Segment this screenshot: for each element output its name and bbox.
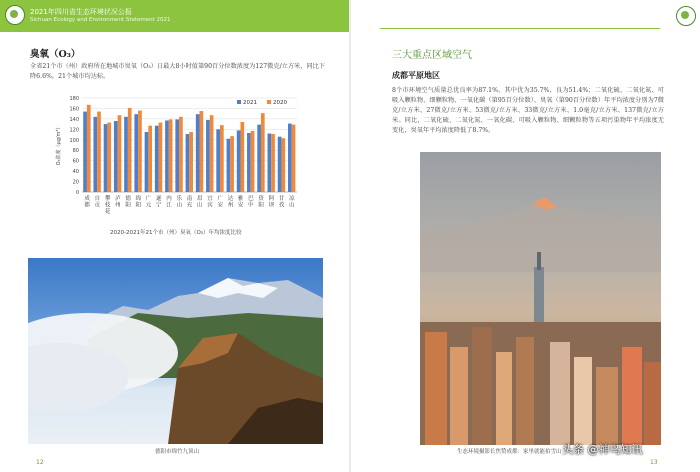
x-tick-label: 宁	[156, 202, 162, 209]
bar-2020	[261, 113, 265, 192]
x-tick-label: 阳	[258, 202, 264, 209]
y-tick-label: 80	[72, 148, 79, 155]
bar-2021	[83, 112, 87, 192]
x-tick-label: 安	[217, 202, 223, 209]
x-tick-label: 绵	[135, 196, 142, 202]
legend-label: 2020	[273, 100, 287, 106]
section-title-ozone: 臭氧（O₃）	[30, 49, 81, 60]
x-tick-label: 阿	[268, 196, 275, 202]
bar-2020	[87, 105, 91, 192]
page-number-right: 13	[650, 459, 658, 466]
bar-2021	[93, 117, 97, 192]
x-tick-label: 州	[227, 202, 234, 209]
bar-2021	[124, 117, 128, 192]
header-subtitle: Sichuan Ecology and Environment Statement 2021	[30, 17, 171, 23]
y-axis-label: O₃浓度（μg/m³）	[56, 124, 62, 166]
bar-2021	[278, 137, 282, 192]
x-tick-label: 乐	[176, 196, 183, 202]
y-tick-label: 140	[69, 116, 79, 123]
bar-2020	[138, 111, 142, 192]
header-rule	[380, 28, 660, 29]
city-skyline-image	[420, 152, 661, 445]
bar-2021	[175, 119, 179, 192]
bar-2020	[179, 117, 183, 192]
y-tick-label: 120	[69, 127, 79, 134]
page-number-left: 12	[36, 459, 44, 466]
x-tick-label: 州	[115, 202, 121, 209]
x-tick-label: 资	[258, 196, 264, 202]
x-tick-label: 孜	[278, 202, 285, 209]
x-tick-label: 广	[145, 196, 152, 202]
x-tick-label: 贡	[94, 202, 101, 209]
bar-2021	[268, 134, 272, 192]
x-tick-label: 遂	[156, 196, 162, 202]
bar-2020	[240, 122, 244, 192]
header-bar	[0, 0, 350, 32]
bar-2021	[186, 134, 190, 192]
bar-2021	[227, 139, 231, 192]
photo-caption-right: 生态环境摄影长焦赞成都：家里就能拍雪山	[457, 449, 562, 455]
bar-2020	[230, 136, 234, 192]
subsection-title: 成都平原地区	[392, 70, 440, 80]
legend-label: 2021	[243, 100, 257, 106]
x-tick-label: 元	[145, 202, 152, 209]
x-tick-label: 巴	[248, 196, 254, 202]
mountain-landscape-image	[28, 258, 323, 444]
x-tick-label: 宜	[207, 196, 213, 202]
x-tick-label: 攀	[104, 196, 111, 202]
x-tick-label: 南	[186, 196, 193, 202]
bar-2021	[114, 121, 118, 192]
bar-2020	[128, 108, 132, 192]
legend-swatch	[267, 100, 271, 104]
legend-swatch	[237, 100, 241, 104]
bar-2020	[292, 125, 296, 192]
ozone-bar-chart	[52, 92, 302, 232]
y-tick-label: 100	[69, 137, 79, 144]
x-tick-label: 山	[289, 202, 295, 209]
city-photo	[420, 152, 661, 445]
x-tick-label: 达	[227, 196, 234, 202]
regions-paragraph: 8个市环境空气质量总优良率为87.1%，其中优为35.7%，良为51.4%；二氧化硫、二氧化氮、可吸入颗粒物、细颗粒物、一氧化碳（第95百分位数）、臭氧（第90百分位数）年平均浓度分别为7微克/立方米、27微克/立方米、53微克/立方米、33微克/立方米、1.0毫克/立方米、137微克/立方米。同比，二氧化硫、二氧化氮、一氧化碳、可吸入颗粒物、细颗粒物等五项污染物年平均浓度无变化，臭氧年平均浓度降低了8.7%。	[392, 87, 664, 134]
watermark: 头条 @神鸟知讯	[562, 443, 643, 456]
y-tick-label: 20	[72, 179, 79, 186]
x-tick-label: 自	[94, 196, 101, 202]
bar-2021	[104, 124, 108, 192]
x-tick-label: 雅	[237, 196, 244, 202]
x-tick-label: 枝	[104, 202, 111, 209]
ozone-paragraph: 全省21个市（州）政府所在地城市臭氧（O₃）日最大8小时值第90百分位数浓度为127微克/立方米，同比下降6.6%。21个城市均达标。	[30, 63, 325, 80]
bar-2021	[165, 120, 169, 192]
y-tick-label: 180	[69, 96, 79, 102]
bar-2020	[169, 119, 173, 192]
x-tick-label: 甘	[278, 196, 285, 202]
bar-2021	[288, 124, 292, 192]
x-tick-label: 江	[166, 202, 172, 209]
bar-2021	[145, 132, 149, 192]
bar-2020	[97, 112, 101, 192]
y-tick-label: 40	[72, 169, 79, 176]
bar-2020	[189, 132, 193, 192]
bar-2020	[200, 111, 204, 192]
bar-2020	[210, 115, 214, 192]
bar-2020	[118, 115, 122, 192]
bar-2020	[107, 123, 111, 192]
x-tick-label: 成	[84, 196, 90, 202]
x-tick-label: 内	[166, 196, 172, 202]
bar-2021	[155, 126, 159, 192]
header-title: 2021年四川省生态环境状况公报	[30, 8, 132, 16]
x-tick-label: 坝	[268, 202, 275, 209]
bar-2021	[216, 129, 220, 192]
emblem-icon-right	[676, 6, 696, 26]
bar-2021	[237, 130, 241, 192]
bar-2020	[281, 138, 285, 192]
x-tick-label: 充	[186, 202, 193, 209]
x-tick-label: 山	[196, 202, 203, 209]
photo-caption-left: 德阳市绵竹九顶山	[155, 449, 200, 455]
y-tick-label: 160	[69, 106, 79, 113]
x-tick-label: 德	[125, 196, 131, 202]
x-tick-label: 安	[237, 202, 244, 209]
bar-2021	[134, 114, 138, 192]
section-title-regions: 三大重点区域空气	[392, 50, 472, 61]
bar-2020	[148, 126, 152, 192]
y-tick-label: 60	[72, 158, 79, 165]
bar-2021	[257, 125, 261, 192]
x-tick-label: 广	[217, 196, 223, 202]
x-tick-label: 花	[104, 209, 111, 215]
x-tick-label: 宾	[207, 202, 213, 209]
y-tick-label: 0	[75, 190, 79, 196]
x-tick-label: 阳	[135, 202, 142, 209]
bar-2020	[159, 123, 163, 192]
bar-2021	[247, 133, 251, 192]
x-tick-label: 凉	[289, 196, 295, 202]
x-tick-label: 阳	[125, 202, 131, 209]
x-tick-label: 中	[248, 202, 254, 209]
x-tick-label: 眉	[196, 196, 203, 202]
bar-2020	[220, 125, 224, 192]
x-tick-label: 都	[84, 202, 90, 209]
mountain-photo	[28, 258, 323, 444]
emblem-icon	[5, 5, 25, 25]
chart-caption: 2020-2021年21个市（州）臭氧（O₃）年均浓度比较	[110, 230, 242, 236]
bar-2020	[251, 131, 255, 192]
bar-2021	[206, 120, 210, 192]
bar-2020	[271, 134, 275, 192]
x-tick-label: 山	[176, 202, 183, 209]
x-tick-label: 泸	[115, 196, 121, 202]
bar-2021	[196, 114, 200, 192]
